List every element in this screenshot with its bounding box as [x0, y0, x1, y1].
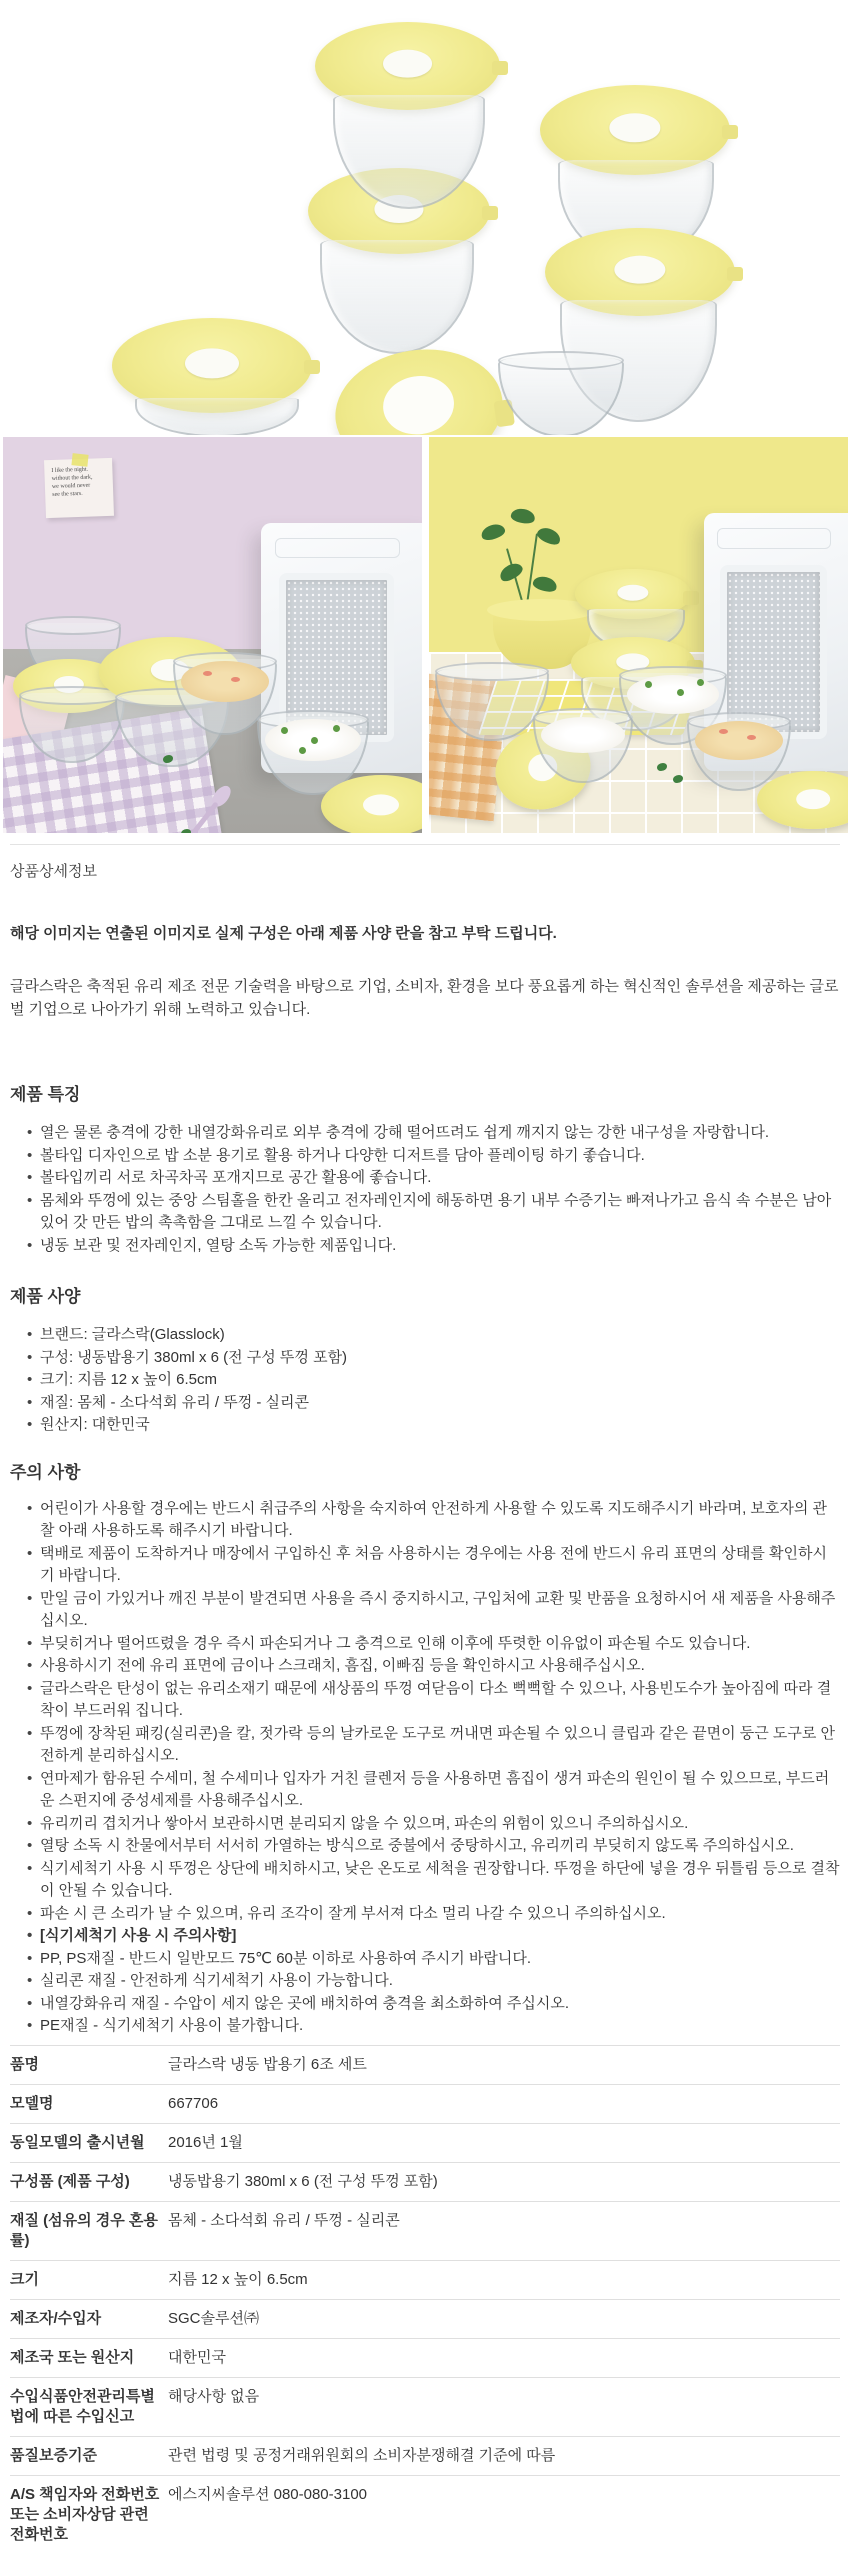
caution-heading: 주의 사항: [10, 1462, 81, 1482]
list-item: • 뚜껑에 장착된 패킹(실리콘)을 칼, 젓가락 등의 날카로운 도구로 꺼내면 파손될 수 있으니 클립과 같은 끝면이 둥근 도구로 안전하게 분리하십시오.: [40, 1723, 840, 1768]
list-item: • 재질: 몸체 - 소다석회 유리 / 뚜껑 - 실리콘: [40, 1392, 840, 1415]
info-value: 냉동밥용기 380ml x 6 (전 구성 뚜껑 포함): [168, 2172, 438, 2190]
page-title: 상품상세정보: [10, 863, 97, 880]
list-item: • 유리끼리 겹치거나 쌓아서 보관하시면 분리되지 않을 수 있으며, 파손의 위험이 있으니 주의하십시오.: [40, 1813, 840, 1836]
detail-content: [0, 844, 850, 2554]
list-item: • 냉동 보관 및 전자레인지, 열탕 소독 가능한 제품입니다.: [40, 1235, 840, 1258]
table-row: [10, 2436, 840, 2475]
info-value: 몸체 - 소다석회 유리 / 뚜껑 - 실리콘: [168, 2211, 400, 2229]
table-row: [10, 2260, 840, 2299]
parsley-sprig: [181, 829, 191, 833]
info-value: SGC솔루션㈜: [168, 2309, 259, 2327]
lid-tab: [304, 360, 320, 374]
microwave-top-seam: [275, 538, 400, 558]
list-item: • 원산지: 대한민국: [40, 1414, 840, 1437]
info-value: 에스지씨솔루션 080-080-3100: [168, 2485, 368, 2503]
lid-tab: [727, 267, 743, 281]
info-label: 재질 (섬유의 경우 혼용률): [10, 2211, 158, 2249]
info-value: 글라스락 냉동 밥용기 6조 세트: [168, 2055, 367, 2073]
info-value: 해당사항 없음: [168, 2387, 260, 2405]
lifestyle-photo-right: [429, 437, 848, 833]
info-label: 품명: [10, 2055, 39, 2073]
table-row: [10, 2045, 840, 2084]
specs-list: [10, 1324, 840, 1437]
list-item: • 식기세척기 사용 시 뚜껑은 상단에 배치하시고, 낮은 온도로 세척을 권장합니다. 뚜껑을 하단에 넣을 경우 뒤틀림 등으로 결착이 안될 수 있습니다.: [40, 1858, 840, 1903]
intro-notice: 해당 이미지는 연출된 이미지로 실제 구성은 아래 제품 사양 란을 참고 부탁 드립니다.: [10, 924, 557, 942]
info-label: 모델명: [10, 2094, 54, 2112]
sticky-note: [44, 458, 114, 518]
standing-lid: [327, 339, 510, 435]
lid-tab: [482, 206, 498, 220]
list-item: • PP, PS재질 - 반드시 일반모드 75℃ 60분 이하로 사용하여 주시기 바랍니다.: [40, 1948, 840, 1971]
white-rice: [541, 717, 626, 753]
white-rice: [627, 675, 719, 714]
hero-product-photo: [0, 0, 850, 435]
list-item: • 부딪히거나 떨어뜨렸을 경우 즉시 파손되거나 그 충격으로 인해 이후에 뚜렷한 이유없이 파손될 수도 있습니다.: [40, 1633, 840, 1656]
lid-tab: [683, 591, 699, 605]
list-item: • 파손 시 큰 소리가 날 수 있으며, 유리 조각이 잘게 부서져 다소 멀리 나갈 수 있으니 주의하십시오.: [40, 1903, 840, 1926]
table-row: [10, 2299, 840, 2338]
info-label: 품질보증기준: [10, 2446, 97, 2464]
table-row: [10, 2475, 840, 2554]
list-item: • 만일 금이 가있거나 깨진 부분이 발견되면 사용을 즉시 중지하시고, 구입처에 교환 및 반품을 요청하시어 새 제품을 사용해주십시오.: [40, 1588, 840, 1633]
info-value: 대한민국: [168, 2348, 226, 2366]
table-row: [10, 2377, 840, 2436]
fried-rice: [181, 661, 269, 702]
list-item: • 브랜드: 글라스락(Glasslock): [40, 1324, 840, 1347]
info-label: 크기: [10, 2270, 39, 2288]
info-value: 지름 12 x 높이 6.5cm: [168, 2270, 308, 2288]
list-item: • 사용하시기 전에 유리 표면에 금이나 스크래치, 흠집, 이빠짐 등을 확인하시고 사용해주십시오.: [40, 1655, 840, 1678]
lifestyle-photo-left: [3, 437, 422, 833]
info-label: 동일모델의 출시년월: [10, 2133, 145, 2151]
list-item: • 글라스락은 탄성이 없는 유리소재기 때문에 새상품의 뚜껑 여닫음이 다소 뻑뻑할 수 있으나, 사용빈도수가 높아짐에 따라 결착이 부드러워 집니다.: [40, 1678, 840, 1723]
features-heading: 제품 특징: [10, 1085, 81, 1104]
tape-strip: [71, 453, 88, 467]
glass-cup: [135, 398, 299, 435]
table-row: [10, 2123, 840, 2162]
lifestyle-photos-row: [0, 437, 850, 833]
info-value: 667706: [168, 2094, 219, 2112]
brand-intro: 글라스락은 축적된 유리 제조 전문 기술력을 바탕으로 기업, 소비자, 환경을 보다 풍요롭게 하는 혁신적인 솔루션을 제공하는 글로벌 기업으로 나아가기 위해 노력하고 있습니다.: [10, 978, 839, 1018]
info-label: 제조국 또는 원산지: [10, 2348, 135, 2366]
list-item: • 볼타입끼리 서로 차곡차곡 포개지므로 공간 활용에 좋습니다.: [40, 1167, 840, 1190]
list-item: • 구성: 냉동밥용기 380ml x 6 (전 구성 뚜껑 포함): [40, 1347, 840, 1370]
list-item: • 택배로 제품이 도착하거나 매장에서 구입하신 후 처음 사용하시는 경우에는 사용 전에 반드시 유리 표면의 상태를 확인하시기 바랍니다.: [40, 1543, 840, 1588]
section-divider: [10, 844, 840, 845]
glass-bowl: [498, 358, 624, 435]
list-item: • 볼타입 디자인으로 밥 소분 용기로 활용 하거나 다양한 디저트를 담아 플레이팅 하기 좋습니다.: [40, 1145, 840, 1168]
list-item: • 열탕 소독 시 찬물에서부터 서서히 가열하는 방식으로 중불에서 중탕하시고, 유리끼리 부딪히지 않도록 주의하십시오.: [40, 1835, 840, 1858]
info-label: 구성품 (제품 구성): [10, 2172, 130, 2190]
table-row: [10, 2201, 840, 2260]
list-item: • PE재질 - 식기세척기 사용이 불가합니다.: [40, 2015, 840, 2038]
list-item: • 내열강화유리 재질 - 수압이 세지 않은 곳에 배치하여 충격을 최소화하여 주십시오.: [40, 1993, 840, 2016]
info-value: 관련 법령 및 공정거래위원회의 소비자분쟁해결 기준에 따름: [168, 2446, 556, 2464]
product-info-table: [10, 2045, 840, 2554]
sticky-note-text: I like the night. without the dark, we would never see the stars.: [51, 466, 93, 498]
fried-rice: [695, 721, 783, 760]
table-row: [10, 2084, 840, 2123]
microwave-top-seam: [717, 528, 831, 548]
lid-tab: [722, 125, 738, 139]
list-item: • 어린이가 사용할 경우에는 반드시 취급주의 사항을 숙지하여 안전하게 사용할 수 있도록 지도해주시기 바라며, 보호자의 관찰 아래 사용하도록 해주시기 바랍니다.: [40, 1498, 840, 1543]
features-list: [10, 1122, 840, 1257]
list-item: • 몸체와 뚜껑에 있는 중앙 스팀홀을 한칸 올리고 전자레인지에 해동하면 용기 내부 수증기는 빠져나가고 음식 속 수분은 남아있어 갓 만든 밥의 촉촉함을 그대로 느낄 수 있습니다.: [40, 1190, 840, 1235]
list-item-dishwasher-notice: • [식기세척기 사용 시 주의사항]: [40, 1925, 840, 1948]
table-row: [10, 2338, 840, 2377]
info-value: 2016년 1월: [168, 2133, 243, 2151]
glass-cup: [320, 240, 474, 354]
list-item: • 열은 물론 충격에 강한 내열강화유리로 외부 충격에 강해 떨어뜨려도 쉽게 깨지지 않는 강한 내구성을 자랑합니다.: [40, 1122, 840, 1145]
list-item: • 크기: 지름 12 x 높이 6.5cm: [40, 1369, 840, 1392]
lid-tab: [492, 61, 508, 75]
list-item: • 실리콘 재질 - 안전하게 식기세척기 사용이 가능합니다.: [40, 1970, 840, 1993]
info-label: A/S 책임자와 전화번호 또는 소비자상담 관련 전화번호: [10, 2485, 160, 2543]
list-item: • 연마제가 함유된 수세미, 철 수세미나 입자가 거친 클렌저 등을 사용하면 흠집이 생겨 파손의 원인이 될 수 있으므로, 부드러운 스펀지에 중성세제를 사용해주십시오.: [40, 1768, 840, 1813]
table-row: [10, 2162, 840, 2201]
caution-list: [10, 1498, 840, 2038]
info-label: 수입식품안전관리특별법에 따른 수입신고: [10, 2387, 155, 2425]
specs-heading: 제품 사양: [10, 1287, 81, 1306]
info-label: 제조자/수입자: [10, 2309, 102, 2327]
